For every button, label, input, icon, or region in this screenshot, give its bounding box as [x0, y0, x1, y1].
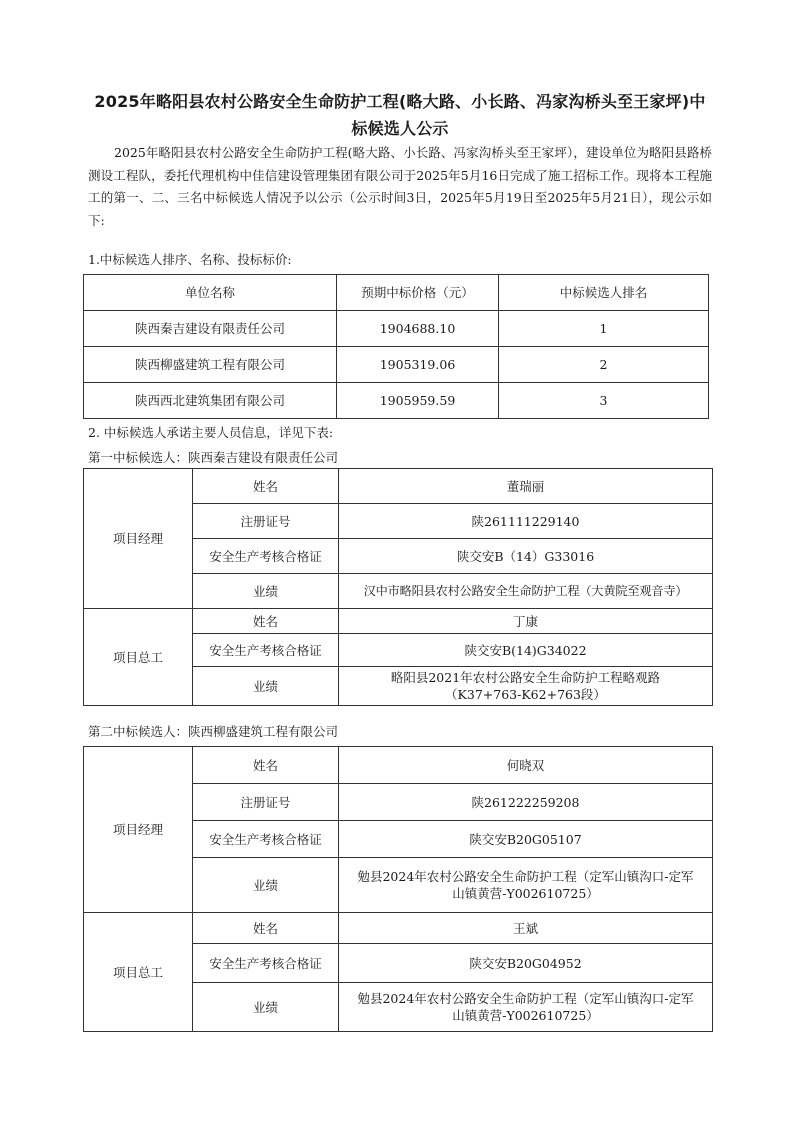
company-name: 陕西西北建筑集团有限公司 — [84, 383, 337, 419]
field-label: 安全生产考核合格证 — [193, 539, 339, 574]
bid-price: 1905959.59 — [337, 383, 499, 419]
table-row — [84, 469, 713, 504]
field-label: 业绩 — [193, 983, 339, 1032]
role-cell: 项目总工 — [84, 609, 193, 706]
field-value: 勉县2024年农村公路安全生命防护工程（定军山镇沟口-定军山镇黄营-Y002610725） — [339, 858, 713, 913]
column-header: 单位名称 — [84, 275, 337, 311]
field-label: 安全生产考核合格证 — [193, 634, 339, 667]
field-label: 姓名 — [193, 913, 339, 944]
field-label: 注册证号 — [193, 784, 339, 821]
intro-paragraph: 2025年略阳县农村公路安全生命防护工程(略大路、小长路、冯家沟桥头至王家坪），建设单位为略阳县路桥测设工程队，委托代理机构中佳信建设管理集团有限公司于2025年5月16日完成了施工招标工作。现将本工程施工的第一、二、三名中标候选人情况予以公示（公示时间3日，2025年5月19日至2025年5月21日），现公示如下: — [88, 145, 712, 228]
table-row — [84, 347, 709, 383]
field-label: 姓名 — [193, 609, 339, 634]
field-value: 勉县2024年农村公路安全生命防护工程（定军山镇沟口-定军山镇黄营-Y002610725） — [339, 983, 713, 1032]
field-label: 业绩 — [193, 858, 339, 913]
field-label: 安全生产考核合格证 — [193, 821, 339, 858]
table-row — [84, 913, 713, 944]
field-value: 董瑞丽 — [339, 469, 713, 504]
field-value: 陕261111229140 — [339, 504, 713, 539]
field-label: 业绩 — [193, 667, 339, 706]
field-label: 姓名 — [193, 469, 339, 504]
rank: 3 — [499, 383, 709, 419]
company-name: 陕西秦吉建设有限责任公司 — [84, 311, 337, 347]
column-header: 中标候选人排名 — [499, 275, 709, 311]
field-value: 陕261222259208 — [339, 784, 713, 821]
field-value: 陕交安B（14）G33016 — [339, 539, 713, 574]
field-label: 姓名 — [193, 747, 339, 784]
table-row — [84, 383, 709, 419]
bid-price: 1904688.10 — [337, 311, 499, 347]
table-header-row — [84, 275, 709, 311]
field-label: 注册证号 — [193, 504, 339, 539]
field-value: 陕交安B20G04952 — [339, 944, 713, 983]
role-cell: 项目经理 — [84, 469, 193, 609]
table-row — [84, 311, 709, 347]
section2-label: 2. 中标候选人承诺主要人员信息，详见下表: — [88, 425, 334, 440]
field-value: 汉中市略阳县农村公路安全生命防护工程（大黄院至观音寺） — [339, 574, 713, 609]
section1-label: 1.中标候选人排序、名称、投标标价: — [88, 252, 292, 267]
field-label: 业绩 — [193, 574, 339, 609]
field-value: 略阳县2021年农村公路安全生命防护工程略观路（K37+763-K62+763段） — [339, 667, 713, 706]
bid-price: 1905319.06 — [337, 347, 499, 383]
column-header: 预期中标价格（元） — [337, 275, 499, 311]
role-cell: 项目经理 — [84, 747, 193, 913]
rank: 1 — [499, 311, 709, 347]
candidate1-personnel-table — [83, 468, 713, 706]
rank: 2 — [499, 347, 709, 383]
field-value: 何晓双 — [339, 747, 713, 784]
page-title: 2025年略阳县农村公路安全生命防护工程(略大路、小长路、冯家沟桥头至王家坪)中标候选人公示 — [94, 92, 706, 138]
company-name: 陕西柳盛建筑工程有限公司 — [84, 347, 337, 383]
role-cell: 项目总工 — [84, 913, 193, 1032]
field-value: 丁康 — [339, 609, 713, 634]
field-value: 陕交安B(14)G34022 — [339, 634, 713, 667]
field-value: 王斌 — [339, 913, 713, 944]
table-row — [84, 609, 713, 634]
field-label: 安全生产考核合格证 — [193, 944, 339, 983]
candidate2-personnel-table — [83, 746, 713, 1032]
ranking-table — [83, 274, 709, 419]
candidate1-label: 第一中标候选人：陕西秦吉建设有限责任公司 — [88, 450, 339, 465]
table-row — [84, 747, 713, 784]
field-value: 陕交安B20G05107 — [339, 821, 713, 858]
candidate2-label: 第二中标候选人：陕西柳盛建筑工程有限公司 — [88, 724, 339, 739]
